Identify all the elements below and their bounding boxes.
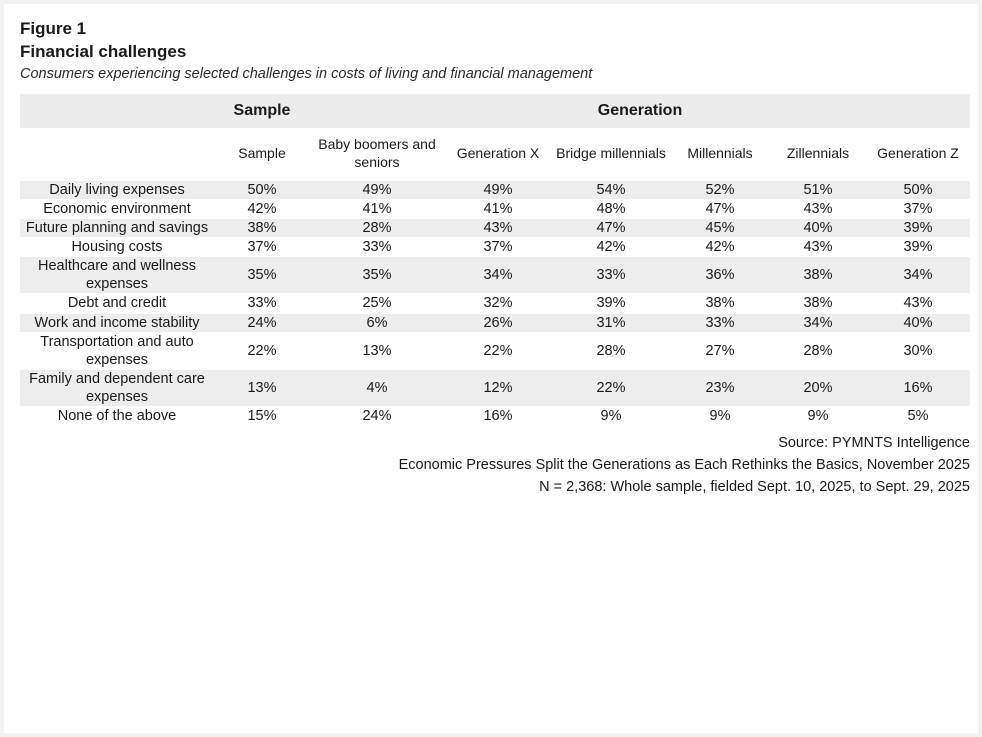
group-header-blank [20, 94, 214, 128]
cell: 45% [670, 218, 770, 237]
cell: 16% [444, 407, 552, 426]
cell: 40% [866, 313, 970, 332]
cell: 15% [214, 407, 310, 426]
cell: 9% [770, 407, 866, 426]
cell: 24% [214, 313, 310, 332]
cell: 33% [310, 238, 444, 257]
cell: 50% [866, 180, 970, 199]
row-label: Healthcare and wellness expenses [20, 257, 214, 294]
cell: 50% [214, 180, 310, 199]
cell: 33% [552, 257, 670, 294]
row-label: Economic environment [20, 199, 214, 218]
table-row [20, 218, 970, 237]
row-label: Family and dependent care expenses [20, 369, 214, 406]
cell: 40% [770, 218, 866, 237]
cell: 43% [770, 199, 866, 218]
cell: 25% [310, 294, 444, 313]
financial-challenges-table [20, 94, 970, 426]
cell: 34% [866, 257, 970, 294]
cell: 38% [214, 218, 310, 237]
table-row [20, 294, 970, 313]
column-header-generation-x: Generation X [444, 128, 552, 181]
cell: 33% [214, 294, 310, 313]
cell: 51% [770, 180, 866, 199]
cell: 22% [552, 369, 670, 406]
cell: 42% [552, 238, 670, 257]
cell: 39% [866, 238, 970, 257]
cell: 28% [552, 332, 670, 369]
source-note [20, 425, 970, 498]
cell: 43% [866, 294, 970, 313]
column-header-sample: Sample [214, 128, 310, 181]
column-header-blank [20, 128, 214, 181]
cell: 33% [670, 313, 770, 332]
cell: 28% [770, 332, 866, 369]
cell: 13% [310, 332, 444, 369]
cell: 42% [214, 199, 310, 218]
cell: 30% [866, 332, 970, 369]
source-line-1: Source: PYMNTS Intelligence [778, 435, 970, 452]
figure-label: Figure 1 [20, 19, 87, 38]
figure-subtitle: Consumers experiencing selected challenges in costs of living and financial management [20, 65, 593, 82]
cell: 39% [866, 218, 970, 237]
cell: 23% [670, 369, 770, 406]
source-line-3: N = 2,368: Whole sample, fielded Sept. 10, 2025, to Sept. 29, 2025 [539, 478, 970, 495]
cell: 13% [214, 369, 310, 406]
cell: 34% [770, 313, 866, 332]
row-label: Debt and credit [20, 294, 214, 313]
cell: 34% [444, 257, 552, 294]
cell: 37% [866, 199, 970, 218]
table-row [20, 313, 970, 332]
row-label: None of the above [20, 407, 214, 426]
cell: 39% [552, 294, 670, 313]
cell: 9% [670, 407, 770, 426]
cell: 16% [866, 369, 970, 406]
cell: 41% [444, 199, 552, 218]
cell: 38% [770, 257, 866, 294]
table-row [20, 257, 970, 294]
cell: 43% [444, 218, 552, 237]
column-header-row [20, 128, 970, 181]
cell: 38% [770, 294, 866, 313]
cell: 49% [310, 180, 444, 199]
cell: 35% [214, 257, 310, 294]
cell: 4% [310, 369, 444, 406]
table-row [20, 238, 970, 257]
cell: 35% [310, 257, 444, 294]
cell: 47% [670, 199, 770, 218]
group-header-generation: Generation [310, 94, 970, 128]
cell: 22% [444, 332, 552, 369]
row-label: Transportation and auto expenses [20, 332, 214, 369]
row-label: Daily living expenses [20, 180, 214, 199]
cell: 47% [552, 218, 670, 237]
cell: 37% [444, 238, 552, 257]
group-header-row [20, 94, 970, 128]
table-row [20, 407, 970, 426]
figure-card [4, 4, 978, 733]
cell: 36% [670, 257, 770, 294]
column-header-millennials: Millennials [670, 128, 770, 181]
cell: 37% [214, 238, 310, 257]
column-header-baby-boomers-and-seniors: Baby boomers and seniors [310, 128, 444, 181]
cell: 48% [552, 199, 670, 218]
row-label: Future planning and savings [20, 218, 214, 237]
cell: 22% [214, 332, 310, 369]
table-row [20, 369, 970, 406]
cell: 5% [866, 407, 970, 426]
table-row [20, 180, 970, 199]
cell: 42% [670, 238, 770, 257]
cell: 24% [310, 407, 444, 426]
cell: 41% [310, 199, 444, 218]
row-label: Work and income stability [20, 313, 214, 332]
cell: 6% [310, 313, 444, 332]
column-header-generation-z: Generation Z [866, 128, 970, 181]
cell: 52% [670, 180, 770, 199]
table-row [20, 199, 970, 218]
cell: 26% [444, 313, 552, 332]
row-label: Housing costs [20, 238, 214, 257]
table-row [20, 332, 970, 369]
cell: 27% [670, 332, 770, 369]
cell: 28% [310, 218, 444, 237]
cell: 12% [444, 369, 552, 406]
column-header-bridge-millennials: Bridge millennials [552, 128, 670, 181]
source-line-2: Economic Pressures Split the Generations as Each Rethinks the Basics, November 2025 [398, 457, 970, 473]
cell: 54% [552, 180, 670, 199]
cell: 49% [444, 180, 552, 199]
cell: 9% [552, 407, 670, 426]
column-header-zillennials: Zillennials [770, 128, 866, 181]
cell: 32% [444, 294, 552, 313]
cell: 31% [552, 313, 670, 332]
cell: 43% [770, 238, 866, 257]
group-header-sample: Sample [214, 94, 310, 128]
cell: 38% [670, 294, 770, 313]
page-title: Financial challenges [20, 41, 187, 61]
cell: 20% [770, 369, 866, 406]
